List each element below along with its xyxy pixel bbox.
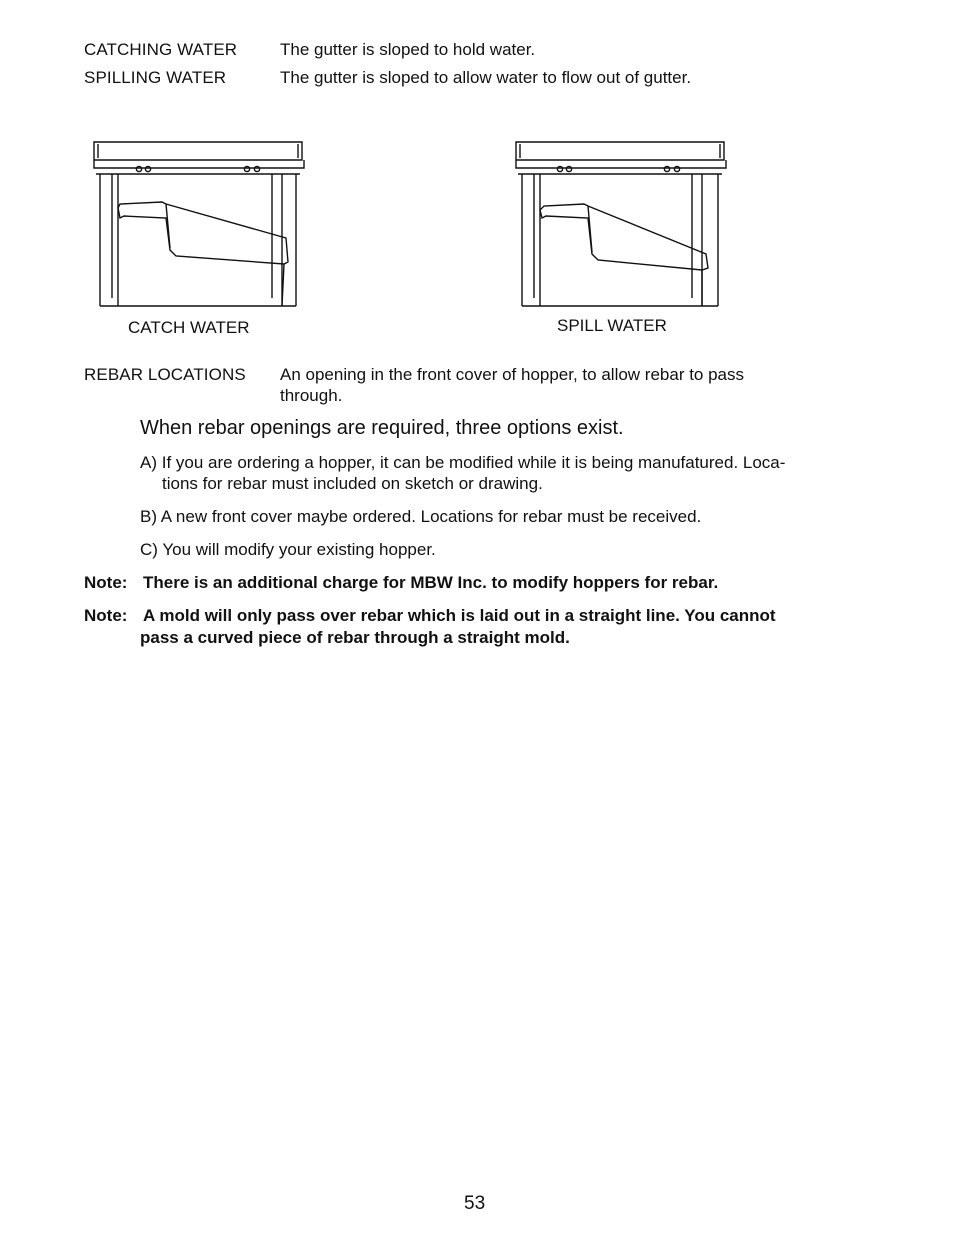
note-2-line2: pass a curved piece of rebar through a straight mold. (140, 628, 570, 647)
definition-rebar-line1: An opening in the front cover of hopper, to allow rebar to pass (280, 365, 745, 384)
term-rebar-locations: REBAR LOCATIONS (84, 365, 246, 384)
term-catching-water: CATCHING WATER (84, 40, 238, 59)
term-spilling-water: SPILLING WATER (84, 68, 227, 87)
definition-rebar-line2: through. (280, 386, 343, 405)
option-b: B) A new front cover maybe ordered. Locations for rebar must be received. (140, 507, 702, 526)
spill-water-diagram (512, 138, 732, 310)
note-2-label: Note: (84, 606, 128, 625)
spill-water-caption: SPILL WATER (557, 316, 667, 335)
definition-spilling-water: The gutter is sloped to allow water to flow out of gutter. (280, 68, 692, 87)
option-a-line1: A) If you are ordering a hopper, it can be modified while it is being manufatured. Loca- (140, 453, 786, 472)
note-2-line1: A mold will only pass over rebar which is laid out in a straight line. You cannot (143, 606, 776, 625)
option-a-line2: tions for rebar must included on sketch or drawing. (162, 474, 543, 493)
definition-catching-water: The gutter is sloped to hold water. (280, 40, 536, 59)
rebar-options-lead: When rebar openings are required, three options exist. (140, 417, 624, 439)
note-1-label: Note: (84, 573, 128, 592)
page-number: 53 (464, 1193, 486, 1214)
catch-water-caption: CATCH WATER (128, 318, 250, 337)
note-1-text: There is an additional charge for MBW Inc. to modify hoppers for rebar. (143, 573, 719, 592)
option-c: C) You will modify your existing hopper. (140, 540, 436, 559)
catch-water-diagram (90, 138, 310, 310)
